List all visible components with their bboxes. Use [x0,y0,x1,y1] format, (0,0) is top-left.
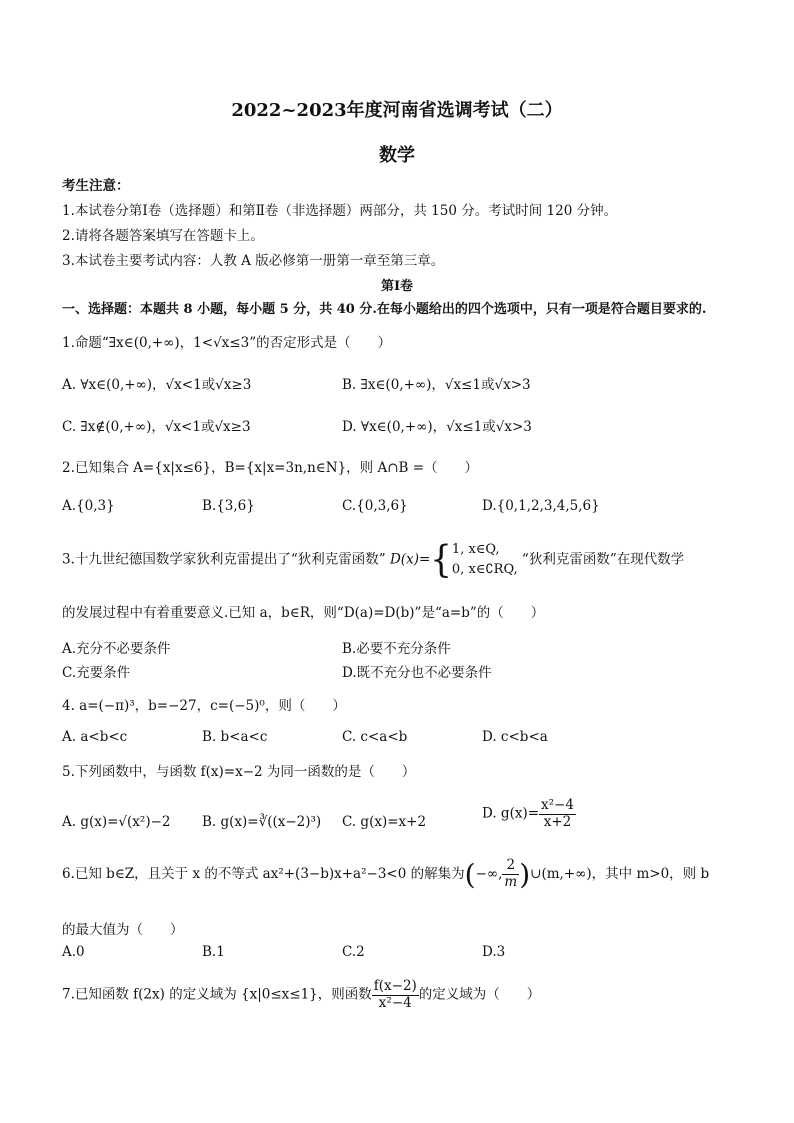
question-6-stem-after: ∪(m,+∞)，其中 m>0，则 b [530,866,710,882]
fraction-numerator: f(x−2) [373,978,417,994]
question-1-stem: 1.命题“∃x∈(0,+∞)，1<√x≤3”的否定形式是（ ） [62,335,392,351]
question-2-option-c: C.{0,3,6} [342,498,408,514]
question-6-stem-before: 6.已知 b∈Z，且关于 x 的不等式 ax²+(3−b)x+a²−3<0 的解集为 [62,866,465,882]
question-5-option-b: B. g(x)=∛((x−2)³) [202,814,322,830]
interval-left: −∞, [475,866,503,882]
fraction-numerator: x²−4 [541,797,574,813]
question-3-stem-before: 3.十九世纪德国数学家狄利克雷提出了“狄利克雷函数” [62,551,386,568]
question-4-option-c: C. c<a<b [342,729,408,745]
dirichlet-function-name: D(x)= [389,551,431,568]
question-5-stem: 5.下列函数中，与函数 f(x)=x−2 为同一函数的是（ ） [62,764,416,780]
question-7-stem [62,979,540,1011]
question-4-option-b: B. b<a<c [202,729,268,745]
question-7-stem-after: 的定义域为（ ） [418,986,541,1003]
question-4-option-a: A. a<b<c [62,729,128,745]
notice-item-2: 2.请将各题答案填写在答题卡上。 [62,228,264,244]
fraction-denominator: m [504,874,518,890]
question-3-option-a: A.充分不必要条件 [62,641,171,657]
notice-item-3: 3.本试卷主要考试内容：人教 A 版必修第一册第一章至第三章。 [62,253,445,269]
question-5-option-d-lhs: D. g(x)= [482,805,540,822]
section-instruction: 一、选择题：本题共 8 小题，每小题 5 分，共 40 分.在每小题给出的四个选项中，只有一项是符合题目要求的. [62,302,707,317]
left-paren: ( [464,858,476,891]
question-5-option-d-fraction [539,798,576,830]
question-1-option-a: A. ∀x∈(0,+∞)，√x<1或√x≥3 [62,377,252,393]
question-3-option-d: D.既不充分也不必要条件 [342,665,492,681]
question-2-stem: 2.已知集合 A={x|x≤6}，B={x|x=3n,n∈N}，则 A∩B =（ ） [62,460,479,476]
question-6-option-a: A.0 [62,944,85,960]
exam-subject: 数学 [379,145,415,166]
section-label: 第Ⅰ卷 [380,279,414,294]
question-3-option-b: B.必要不充分条件 [342,641,451,657]
question-5-option-d [482,798,576,830]
question-1-option-d: D. ∀x∈(0,+∞)，√x≤1或√x>3 [342,419,532,435]
question-7-stem-before: 7.已知函数 f(2x) 的定义域为 {x|0≤x≤1}，则函数 [62,986,372,1003]
dirichlet-cases [452,540,518,580]
dirichlet-case-1: 1, x∈Q, [451,542,500,557]
question-5-option-c: C. g(x)=x+2 [342,814,427,830]
question-6-stem-line-1 [62,858,709,891]
question-1-option-c: C. ∃x∉(0,+∞)，√x<1或√x≥3 [62,419,251,435]
exam-title: 2022~2023年度河南省选调考试（二） [231,100,563,121]
right-paren: ) [519,858,531,891]
question-3-stem-line-2: 的发展过程中有着重要意义.已知 a，b∈R，则“D(a)=D(b)”是“a=b”的（ ） [62,605,545,621]
fraction-denominator: x²−4 [378,994,412,1011]
question-4-stem: 4. a=(−π)³，b=−27，c=(−5)⁰，则（ ） [62,698,346,714]
cases-brace: { [430,538,452,583]
question-6-option-c: C.2 [342,944,365,960]
question-3-stem-after: “狄利克雷函数”在现代数学 [521,551,685,568]
fraction-denominator: x+2 [543,813,572,830]
question-1-option-b: B. ∃x∈(0,+∞)，√x≤1或√x>3 [342,377,531,393]
question-7-fraction [372,979,419,1011]
question-6-fraction [502,858,519,890]
question-3-option-c: C.充要条件 [62,665,131,681]
question-2-option-b: B.{3,6} [202,498,255,514]
dirichlet-case-2: 0, x∈∁RQ, [451,562,518,578]
question-6-stem-line-2: 的最大值为（ ） [62,922,184,938]
question-5-option-a: A. g(x)=√(x²)−2 [62,814,171,830]
notice-heading: 考生注意： [62,178,130,194]
question-3-stem-line-1 [62,538,685,583]
question-2-option-a: A.{0,3} [62,498,115,514]
fraction-numerator: 2 [502,858,519,875]
question-6-option-b: B.1 [202,944,225,960]
question-6-option-d: D.3 [482,944,506,960]
notice-item-1: 1.本试卷分第Ⅰ卷（选择题）和第Ⅱ卷（非选择题）两部分，共 150 分。考试时间 120 分钟。 [62,203,618,219]
question-4-option-d: D. c<b<a [482,729,548,745]
question-2-option-d: D.{0,1,2,3,4,5,6} [482,498,600,514]
